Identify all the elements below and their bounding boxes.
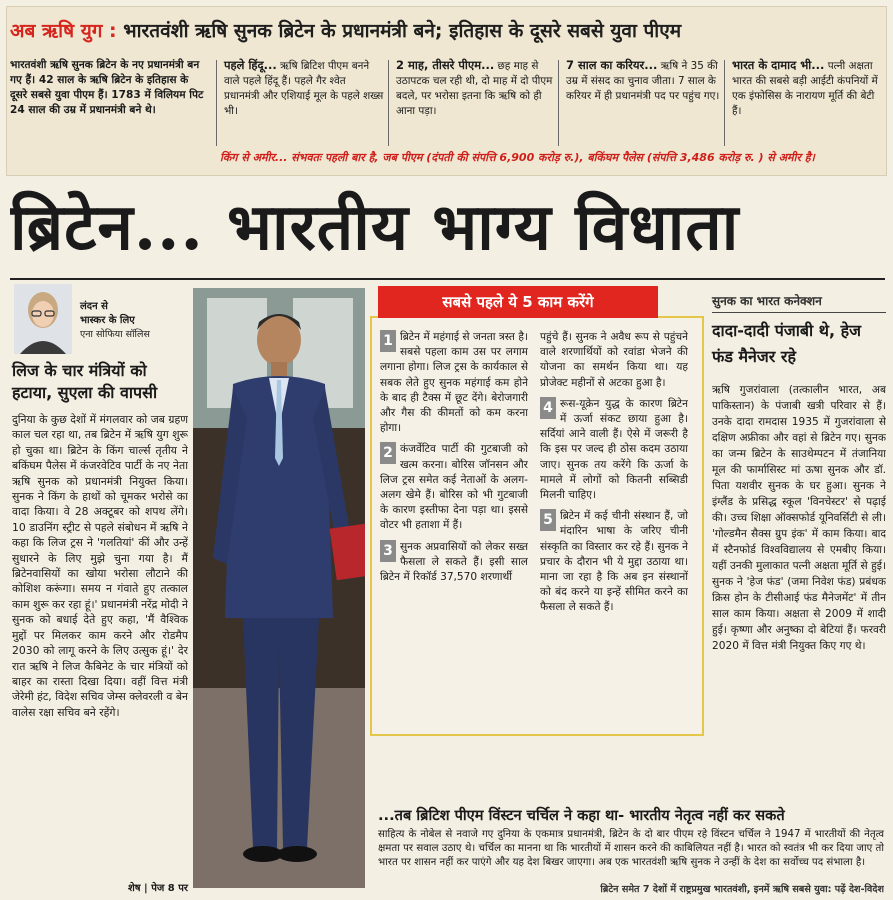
headline-rule xyxy=(10,278,885,280)
byline-location: लंदन से xyxy=(80,301,108,312)
top-column-heading: भारत के दामाद भी... xyxy=(732,58,825,72)
top-banner xyxy=(10,14,880,48)
right-story-body: ऋषि गुजरांवाला (तत्कालीन भारत, अब पाकिस्तान) के पंजाबी खत्री परिवार से हैं। उनके दादा रामदास 1935 में गुजरांवाला से दक्षिण अफ्रीका और वहां से ब्रिटेन गए। सुनक का जन्म ब्रिटेन के साउथेम्पटन में तंजानिया मूल की फार्मासिस्ट मां ऊषा सुनक और डॉ. पिता यशवीर सुनक के घर हुआ। सुनक ने इंग्लैंड के प्रसिद्ध स्कूल 'विनचेस्टर' से पढ़ाई की। उच्च शिक्षा ऑक्सफोर्ड यूनिवर्सिटी से ली। 'गोल्डमैन सैक्स ग्रुप इंक' में काम किया। बाद में स्टैनफोर्ड विश्वविद्यालय से एमबीए किया। यहीं उनकी मुलाकात पत्नी अक्षता मूर्ति से हुई। सुनक ने 'हेज फंड' (जमा निवेश फंड) प्रबंधक क्रिस होन के टीसीआई फंड मैनेजमेंट' में तीन साल काम किया। अक्षता से 2009 में शादी हुई। कृष्णा और अनुष्का दो बेटियां हैं। फरवरी 2020 में वित्त मंत्री नियुक्त किए गए थे। xyxy=(712,384,886,652)
top-column-5 xyxy=(726,58,884,148)
top-column-text: पत्नी अक्षता भारत की सबसे बड़ी आईटी कंपनियों में एक इंफोसिस के नारायण मूर्ति की बेटी हैं। xyxy=(732,60,878,117)
top-column-3 xyxy=(390,58,556,148)
task-item xyxy=(380,540,528,586)
task-item xyxy=(540,397,688,503)
task-item xyxy=(380,330,528,436)
five-tasks-column-2 xyxy=(540,330,688,730)
task-item xyxy=(540,509,688,615)
byline xyxy=(80,300,190,342)
task-text: सुनक अप्रवासियों को लेकर सख्त फैसला ले सकते हैं। इसी साल ब्रिटेन में रिकॉर्ड 37,570 शरणार्थी xyxy=(380,540,528,584)
task-number: 3 xyxy=(380,540,396,562)
byline-name: एना सोफिया सॉलिस xyxy=(80,329,150,340)
task-number: 1 xyxy=(380,330,396,352)
pull-line: किंग से अमीर... संभवतः पहली बार है, जब पीएम (दंपती की संपत्ति 6,900 करोड़ रु.), बकिंघम पैलेस (संपत्ति 3,486 करोड़ रु. ) से अमीर है। xyxy=(220,151,815,164)
top-column-4 xyxy=(560,58,720,148)
top-column-heading: 2 माह, तीसरे पीएम... xyxy=(396,58,495,72)
column-divider xyxy=(216,60,217,146)
reporter-avatar xyxy=(14,284,72,354)
main-headline: ब्रिटेन... भारतीय भाग्य विधाता xyxy=(10,190,740,265)
top-column-heading: 7 साल का करियर... xyxy=(566,58,658,72)
five-tasks-column-1 xyxy=(380,330,528,730)
column-divider xyxy=(724,60,725,146)
right-story-kicker: सुनक का भारत कनेक्शन xyxy=(712,292,886,313)
churchill-headline: ...तब ब्रिटिश पीएम विंस्टन चर्चिल ने कहा था- भारतीय नेतृत्व नहीं कर सकते xyxy=(378,807,785,824)
top-column-2 xyxy=(218,58,384,148)
top-column-heading: पहले हिंदू... xyxy=(224,58,277,72)
five-tasks-title: सबसे पहले ये 5 काम करेंगे xyxy=(378,286,658,318)
task-text: रूस-यूक्रेन युद्ध के कारण ब्रिटेन में ऊर्जा संकट छाया हुआ है। सर्दियां आने वाली हैं। ऐसे में जरूरी है कि इस पर जल्द ही ठोस कदम उठाया जाए। सुनक तय करेंगे कि ऊर्जा के मामले में लोगों को कितनी सब्सिडी मिलनी चाहिए। xyxy=(540,397,688,502)
top-column-text: भारतवंशी ऋषि सुनक ब्रिटेन के नए प्रधानमंत्री बन गए हैं। 42 साल के ऋषि ब्रिटेन के इतिहास के दूसरे सबसे युवा पीएम हैं। 1783 में विलियम पिट 24 साल की उम्र में प्रधानमंत्री बने थे। xyxy=(10,59,204,116)
task-item xyxy=(380,442,528,533)
left-story-body: दुनिया के कुछ देशों में मंगलवार को जब ग्रहण काल चल रहा था, तब ब्रिटेन में ऋषि युग शुरू हो चुका था। ब्रिटेन के किंग चार्ल्स तृतीय ने बकिंघम पैलेस में कंजरवेटिव पार्टी के नए नेता ऋषि सुनक को प्रधानमंत्री नियुक्त किया। सुनक ने किंग के हाथों को चूमकर भरोसे का वादा किया। वे 28 अक्टूबर को शपथ लेंगे। 10 डाउनिंग स्ट्रीट से पहले संबोधन में ऋषि ने कहा कि लिज ट्रस ने 'गलतियां' कीं और उन्हें सुधारने के लिए मुझे चुना गया है। मैं ब्रिटेनवासियों का खोया भरोसा लौटाने की कोशिश करूंगा। समय न गंवाते हुए तत्काल काम शुरू कर रहा हूं।' प्रधानमंत्री नरेंद्र मोदी ने सुनक को बधाई देते हुए कहा, 'मैं वैश्विक मुद्दों पर मिलकर काम करने और रोडमैप 2030 को लागू करने के लिए उत्सुक हूं।' देर रात ऋषि ने लिज कैबिनेट के चार मंत्रियों को बाहर का रास्ता दिखा दिया। वहीं वित्त मंत्री जेरेमी हंट, विदेश सचिव जेम्स क्लेवरली व बेन वालेस रक्षा सचिव बने रहेंगे। xyxy=(12,413,188,719)
person-photo-icon xyxy=(193,288,365,888)
left-story-headline: लिज के चार मंत्रियों को हटाया, सुएला की वापसी xyxy=(12,361,158,402)
top-column-text: ऋषि ने 35 की उम्र में संसद का चुनाव जीता। 7 साल के करियर में ही प्रधानमंत्री पद पर पहुंच गए। xyxy=(566,60,720,102)
column-divider xyxy=(388,60,389,146)
task-text: ब्रिटेन में महंगाई से जनता त्रस्त है। सबसे पहला काम उस पर लगाम लगाना होगा। लिज ट्रस के कार्यकाल से सबक लेते हुए सुनक महंगाई कम होने के बाद ही टैक्स में छूट देंगे। बेरोजगारी और गैस की कीमतों को कम करना होगा। xyxy=(380,331,528,435)
top-column-text: ऋषि ब्रिटिश पीएम बनने वाले पहले हिंदू हैं। पहले गैर श्वेत प्रधानमंत्री और एशियाई मूल के पहले शख्स भी। xyxy=(224,60,384,117)
task-text: ब्रिटेन में कई चीनी संस्थान हैं, जो मंदारिन भाषा के जरिए चीनी संस्कृति का विस्तार कर रहे हैं। सुनक ने प्रचार के दौरान भी ये मुद्दा उठाया था। माना जा रहा है कि अब इन संस्थानों को बंद करने या इन्हें सीमित करने का फैसला ले सकते हैं। xyxy=(540,510,688,614)
task-text: पहुंचे हैं। सुनक ने अवैध रूप से पहुंचने वाले शरणार्थियों को रवांडा भेजने की योजना का समर्थन किया था। यह प्रोजेक्ट महीनों से अटका हुआ है। xyxy=(540,331,688,389)
right-story-headline: दादा-दादी पंजाबी थे, हेज फंड मैनेजर रहे xyxy=(712,321,861,366)
reporter-portrait-icon xyxy=(14,284,72,354)
column-divider xyxy=(558,60,559,146)
task-number: 2 xyxy=(380,442,396,464)
continued-note: शेष | पेज 8 पर xyxy=(128,883,188,894)
churchill-body: साहित्य के नोबेल से नवाजे गए दुनिया के एकमात्र प्रधानमंत्री, ब्रिटेन के दो बार पीएम रहे विंस्टन चर्चिल ने 1947 में भारतीयों की नेतृत्व क्षमता पर सवाल उठाए थे। चर्चिल का मानना था कि भारतीयों में शासन करने की काबिलियत नहीं है। भारत को स्वतंत्र भी कर दिया जाए तो भारत पर शासन नहीं कर पाएंगे और यह देश बिखर जाएगा। अब एक भारतवंशी ऋषि सुनक ने उन्हीं के देश का सर्वोच्च पद संभाला है। xyxy=(378,829,884,868)
banner-kicker: अब ऋषि युग : xyxy=(10,20,117,42)
top-column-1 xyxy=(10,58,208,148)
task-item xyxy=(540,330,688,391)
bottom-teaser: ब्रिटेन समेत 7 देशों में राष्ट्रप्रमुख भारतवंशी, इनमें ऋषि सबसे युवा: पढ़ें देश-विदेश xyxy=(600,884,884,895)
top-column-text: छह माह से उठापटक चल रही थी, दो माह में दो पीएम बदले, पर भरोसा इतना कि ऋषि को ही आना पड़ा। xyxy=(396,60,553,117)
byline-outlet: भास्कर के लिए xyxy=(80,315,135,326)
sunak-photo xyxy=(193,288,365,888)
task-number: 5 xyxy=(540,509,556,531)
banner-headline: भारतवंशी ऋषि सुनक ब्रिटेन के प्रधानमंत्री बने; इतिहास के दूसरे सबसे युवा पीएम xyxy=(116,20,682,42)
task-number: 4 xyxy=(540,397,556,419)
task-text: कंजर्वेटिव पार्टी की गुटबाजी को खत्म करना। बोरिस जॉनसन और लिज ट्रस समेत कई नेताओं के अलग-अलग खेमे हैं। बोरिस को भी गुटबाजी के कारण इस्तीफा देना पड़ा था। इससे वोटर भी हताशा में हैं। xyxy=(380,443,528,532)
